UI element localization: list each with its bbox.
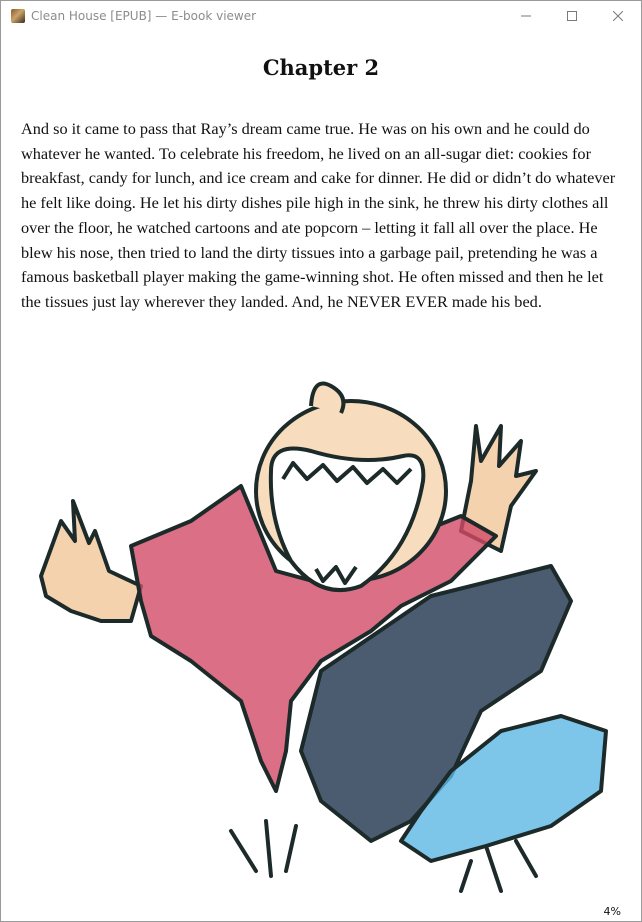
ray-illustration bbox=[31, 371, 611, 901]
book-app-icon bbox=[11, 9, 25, 23]
window-controls bbox=[503, 1, 641, 31]
maximize-button[interactable] bbox=[549, 1, 595, 31]
reading-progress: 4% bbox=[603, 905, 621, 918]
minimize-button[interactable] bbox=[503, 1, 549, 31]
motion-lines-left bbox=[231, 821, 296, 876]
chapter-title: Chapter 2 bbox=[262, 55, 380, 80]
title-bar[interactable] bbox=[1, 1, 641, 31]
maximize-icon bbox=[567, 11, 577, 21]
minimize-icon bbox=[521, 11, 531, 21]
chapter-paragraph: And so it came to pass that Ray’s dream came true. He was on his own and he could do whatever he wanted. To celebrate his freedom, he lived on an all-sugar diet: cookies for breakfast, candy for lunch, and ice cream and cake for dinner. He did or didn’t do whatever he felt like doing. He let his dirty dishes pile high in the sink, he threw his dirty clothes all over the floor, he watched cartoons and ate popcorn – letting it fall all over the place. He blew his nose, then tried to land the dirty tissues into a garbage pail, pretending he was a famous basketball player making the game-winning shot. He often missed and then he let the tissues just lay wherever they landed. And, he NEVER EVER made his bed. bbox=[21, 119, 616, 311]
window-title: Clean House [EPUB] — E-book viewer bbox=[31, 9, 257, 23]
left-hand bbox=[41, 501, 141, 621]
close-button[interactable] bbox=[595, 1, 641, 31]
reading-area[interactable] bbox=[1, 31, 641, 921]
close-icon bbox=[613, 11, 623, 21]
